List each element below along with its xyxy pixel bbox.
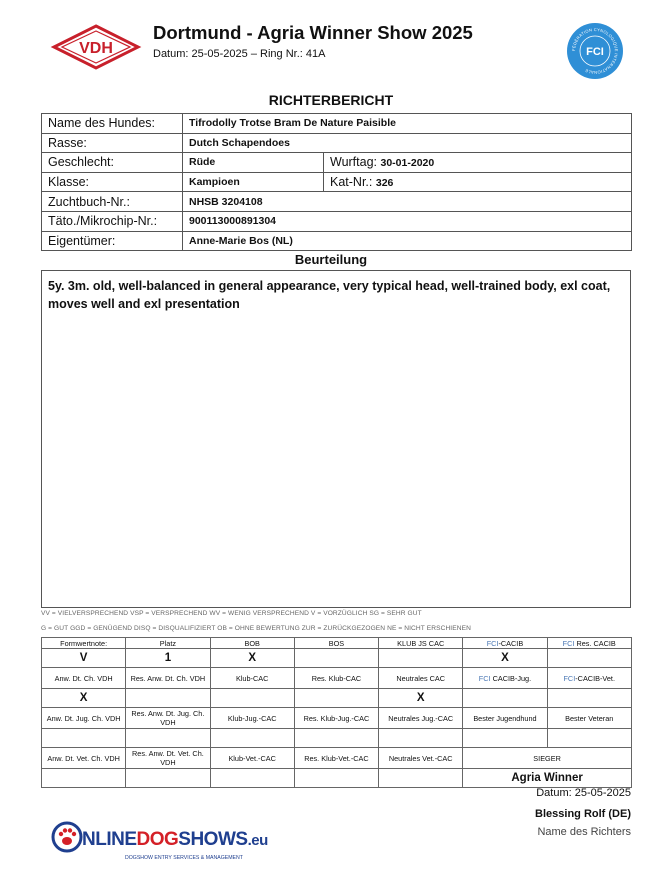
vdh-logo-text: VDH	[79, 40, 113, 57]
grade-label: Neutrales Vet.-CAC	[379, 748, 463, 769]
onlinedogshows-logo	[52, 818, 268, 864]
grade-value	[463, 729, 547, 748]
grade-row-3-labels	[42, 708, 632, 729]
grade-value	[42, 729, 126, 748]
owner-value: Anne-Marie Bos (NL)	[183, 231, 632, 251]
svg-text:NLINEDOGSHOWS.eu	[82, 829, 268, 850]
fci-logo	[566, 22, 624, 80]
grade-row-4-values	[42, 769, 632, 788]
fci-ring-text: FÉDÉRATION CYNOLOGIQUE INTERNATIONALE	[570, 26, 620, 76]
name-label: Name des Hundes:	[42, 114, 183, 134]
grade-label: SIEGER	[463, 748, 632, 769]
name-value: Tifrodolly Trotse Bram De Nature Paisible	[183, 114, 632, 134]
grade-value	[294, 729, 378, 748]
grade-value: V	[42, 649, 126, 668]
grade-value	[379, 649, 463, 668]
grade-row-1-labels	[42, 638, 632, 649]
grade-label: BOS	[294, 638, 378, 649]
grade-label: Res. Klub-Jug.-CAC	[294, 708, 378, 729]
dog-info-table	[41, 113, 632, 251]
grade-row-1-values	[42, 649, 632, 668]
chip-value: 900113000891304	[183, 211, 632, 231]
fci-prefix: FCI	[486, 638, 499, 648]
info-row-studbook	[42, 192, 632, 212]
grade-value	[463, 689, 547, 708]
logo-tagline: DOGSHOW ENTRY SERVICES & MANAGEMENT	[125, 855, 243, 861]
grade-label: Formwertnote:	[42, 638, 126, 649]
grade-label: Anw. Dt. Ch. VDH	[42, 668, 126, 689]
catno-label: Kat-Nr.:	[330, 175, 373, 190]
logo-dog: DOG	[136, 829, 179, 850]
logo-shows: SHOWS	[178, 829, 248, 850]
grade-value	[210, 689, 294, 708]
signature-date: Datum: 25-05-2025	[536, 787, 631, 799]
info-row-name	[42, 114, 632, 134]
grade-label: FCI CACIB-Jug.	[463, 668, 547, 689]
grade-value: 1	[126, 649, 210, 668]
grade-value	[547, 649, 631, 668]
grade-label: Res. Klub-CAC	[294, 668, 378, 689]
grade-value	[126, 769, 210, 788]
grade-label: Res. Anw. Dt. Jug. Ch. VDH	[126, 708, 210, 729]
grade-label: FCI-CACIB	[463, 638, 547, 649]
judge-name: Blessing Rolf (DE)	[535, 808, 631, 820]
info-row-class	[42, 172, 632, 192]
grade-row-4-labels	[42, 748, 632, 769]
grade-value	[42, 769, 126, 788]
judge-name-label: Name des Richters	[537, 826, 631, 838]
grade-label: KLUB JS CAC	[379, 638, 463, 649]
class-label: Klasse:	[42, 172, 183, 192]
birth-value: 30-01-2020	[380, 157, 435, 170]
info-row-sex	[42, 153, 632, 173]
grade-value: X	[210, 649, 294, 668]
class-value: Kampioen	[183, 172, 324, 192]
grade-value	[294, 689, 378, 708]
legend-line-1: VV = VIELVERSPRECHEND VSP = VERSPRECHEND WV = WENIG VERSPRECHEND V = VORZÜGLICH SG = SEHR GUT	[41, 610, 422, 617]
vdh-logo	[52, 24, 140, 70]
grade-label: Res. Anw. Dt. Vet. Ch. VDH	[126, 748, 210, 769]
grade-row-3-values	[42, 729, 632, 748]
grade-value	[210, 729, 294, 748]
breed-label: Rasse:	[42, 133, 183, 153]
studbook-label: Zuchtbuch-Nr.:	[42, 192, 183, 212]
grading-table	[41, 637, 632, 788]
grade-value	[294, 649, 378, 668]
info-row-owner	[42, 231, 632, 251]
catno-value: 326	[375, 177, 394, 190]
grade-label: Bester Veteran	[547, 708, 631, 729]
grade-value	[294, 769, 378, 788]
grade-value: X	[463, 649, 547, 668]
info-row-breed	[42, 133, 632, 153]
grade-value	[210, 769, 294, 788]
evaluation-box	[41, 270, 631, 608]
grade-value: X	[379, 689, 463, 708]
logo-online: NLINE	[82, 829, 137, 850]
grade-value	[126, 729, 210, 748]
grade-row-2-values	[42, 689, 632, 708]
info-row-chip	[42, 211, 632, 231]
birth-label: Wurftag:	[330, 155, 378, 170]
grade-label: Anw. Dt. Vet. Ch. VDH	[42, 748, 126, 769]
grade-label: FCI Res. CACIB	[547, 638, 631, 649]
grade-label: FCI-CACIB-Vet.	[547, 668, 631, 689]
grade-value: X	[42, 689, 126, 708]
grade-value	[547, 689, 631, 708]
grade-label: Neutrales CAC	[379, 668, 463, 689]
grade-value	[379, 729, 463, 748]
show-subtitle: Datum: 25-05-2025 – Ring Nr.: 41A	[153, 48, 326, 60]
sex-value: Rüde	[183, 153, 324, 173]
studbook-value: NHSB 3204108	[183, 192, 632, 212]
logo-tld: .eu	[247, 832, 268, 849]
grade-row-2-labels	[42, 668, 632, 689]
grade-label: Klub-Vet.-CAC	[210, 748, 294, 769]
evaluation-title: Beurteilung	[294, 252, 368, 267]
fci-prefix: FCI	[563, 673, 576, 683]
report-title: RICHTERBERICHT	[268, 92, 394, 108]
grade-label: Res. Klub-Vet.-CAC	[294, 748, 378, 769]
sex-label: Geschlecht:	[42, 153, 183, 173]
grade-label: Neutrales Jug.-CAC	[379, 708, 463, 729]
grade-label: Anw. Dt. Jug. Ch. VDH	[42, 708, 126, 729]
breed-value: Dutch Schapendoes	[183, 133, 632, 153]
legend-line-2: G = GUT GGD = GENÜGEND DISQ = DISQUALIFIZIERT OB = OHNE BEWERTUNG ZUR = ZURÜCKGEZOGEN NE = NICHT ERSCHIENEN	[41, 625, 471, 632]
winner-title-value: Agria Winner	[463, 769, 632, 788]
grade-value	[547, 729, 631, 748]
owner-label: Eigentümer:	[42, 231, 183, 251]
grade-label: Klub-CAC	[210, 668, 294, 689]
grade-label: Bester Jugendhund	[463, 708, 547, 729]
fci-logo-text: FCI	[586, 46, 604, 58]
fci-prefix: FCI	[562, 638, 575, 648]
grade-label: Platz	[126, 638, 210, 649]
grade-value	[379, 769, 463, 788]
grade-label: BOB	[210, 638, 294, 649]
show-title: Dortmund - Agria Winner Show 2025	[153, 22, 473, 43]
grade-label: Res. Anw. Dt. Ch. VDH	[126, 668, 210, 689]
catno-cell	[324, 172, 632, 192]
grade-value	[126, 689, 210, 708]
grade-label: Klub-Jug.-CAC	[210, 708, 294, 729]
fci-prefix: FCI	[478, 673, 491, 683]
chip-label: Täto./Mikrochip-Nr.:	[42, 211, 183, 231]
birth-cell	[324, 153, 632, 173]
evaluation-text: 5y. 3m. old, well-balanced in general appearance, very typical head, well-trained body, exl coat, moves well and exl presentation	[48, 279, 611, 311]
